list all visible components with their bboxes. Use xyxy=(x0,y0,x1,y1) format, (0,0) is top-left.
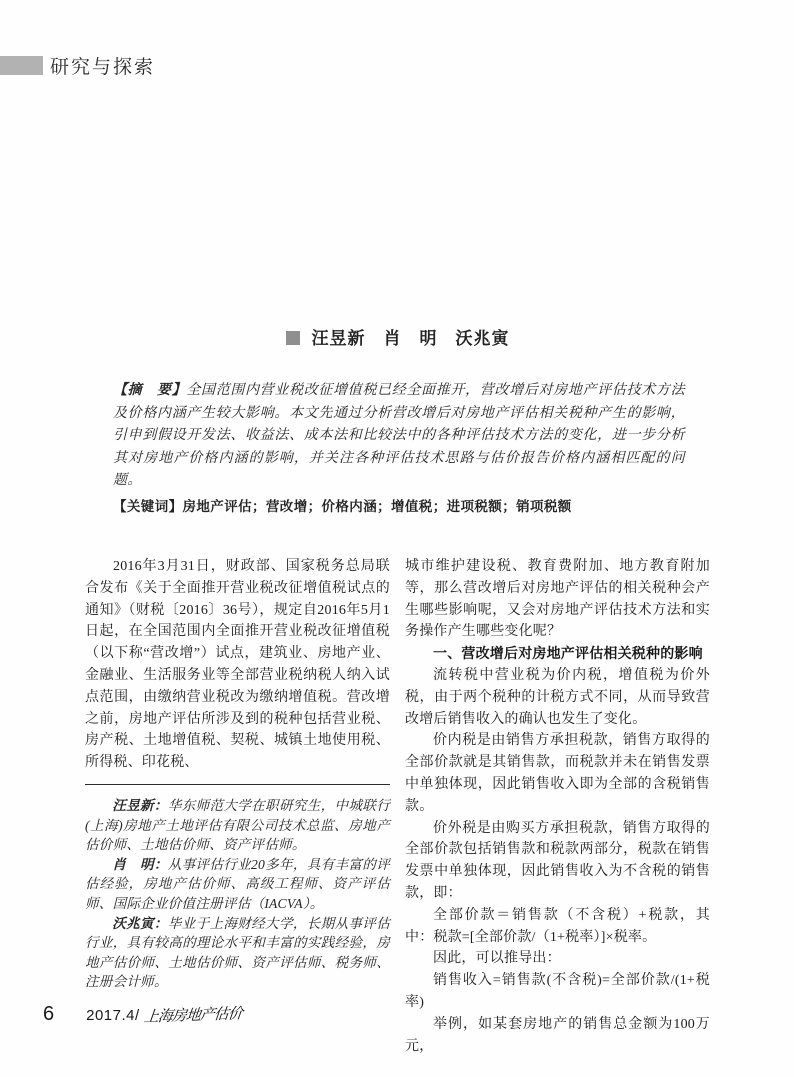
bio-entry xyxy=(85,914,390,992)
bio-name: 沃兆寅： xyxy=(112,915,168,931)
body-paragraph-continuation: 城市维护建设税、教育费附加、地方教育附加等，那么营改增后对房地产评估的相关税种会产生哪些影响呢，又会对房地产评估技术方法和实务操作产生哪些变化呢？ xyxy=(405,559,710,640)
keywords-label: 【关键词】 xyxy=(113,498,183,514)
bio-entry xyxy=(85,796,390,855)
abstract-label: 【摘 要】 xyxy=(113,383,187,398)
byline xyxy=(85,324,710,349)
bio-text: 毕业于上海财经大学，长期从事评估行业，具有较高的理论水平和丰富的实践经验，房地产估价师、土地估价师、资产评估师、税务师、注册会计师。 xyxy=(85,915,390,990)
authors-names: 汪昱新 肖 明 沃兆寅 xyxy=(311,329,510,348)
author-bios xyxy=(85,796,390,992)
right-column xyxy=(405,556,710,1057)
bio-text: 华东师范大学在职研究生，中城联行(上海)房地产土地评估有限公司技术总监、房地产估价师、土地估价师、资产评估师。 xyxy=(85,797,390,853)
abstract-paragraph xyxy=(113,380,685,493)
journal-logo-calligraphy: 上海房地产估价 xyxy=(142,1004,243,1026)
author-marker-square-icon xyxy=(286,331,300,345)
abstract-text: 全国范围内营业税改征增值税已经全面推开，营改增后对房地产评估技术方法及价格内涵产生较大影响。本文先通过分析营改增后对房地产评估相关税种产生的影响，引申到假设开发法、收益法、成本法和比较法中的各种评估技术方法的变化，进一步分析其对房地产价格内涵的影响，并关注各种评估技术思路与估价报告价格内涵相匹配的问题。 xyxy=(113,383,685,488)
bio-divider xyxy=(85,784,390,785)
keywords-text: 房地产评估；营改增；价格内涵；增值税；进项税额；销项税额 xyxy=(182,498,572,514)
section-heading-1: 一、营改增后对房地产评估相关税种的影响 xyxy=(433,645,703,662)
bio-name: 肖 明： xyxy=(112,856,168,872)
body-paragraph: 流转税中营业税为价内税，增值税为价外税，由于两个税种的计税方式不同，从而导致营改增后销售收入的确认也发生了变化。 xyxy=(405,667,710,727)
body-paragraph: 2016年3月31日，财政部、国家税务总局联合发布《关于全面推开营业税改征增值税试点的通知》（财税〔2016〕36号），规定自2016年5月1日起，在全国范围内全面推开营业税改征增值税（以下称“营改增”）试点，建筑业、房地产业、金融业、生活服务业等全部营业税纳税人纳入试点范围，由缴纳营业税改为缴纳增值税。营改增之前，房地产评估所涉及到的税种包括营业税、房产税、土地增值税、契税、城镇土地使用税、所得税、印花税、 xyxy=(85,559,390,771)
issue-label: 2017.4/ xyxy=(86,1007,140,1024)
left-column xyxy=(85,556,390,1057)
page-footer xyxy=(43,1003,242,1026)
abstract-block xyxy=(113,380,685,518)
body-paragraph: 价内税是由销售方承担税款，销售方取得的全部价款就是其销售款，而税款并未在销售发票中单独体现，因此销售收入即为全部的含税销售款。 xyxy=(405,733,710,814)
section-header xyxy=(0,52,155,79)
bio-text: 从事评估行业20多年，具有丰富的评估经验，房地产估价师、高级工程师、资产评估师、国际企业价值注册评估（IACVA）。 xyxy=(85,856,390,911)
body-paragraph: 因此，可以推导出： xyxy=(433,951,561,967)
section-marker-bar-icon xyxy=(0,56,43,75)
body-paragraph: 举例，如某套房地产的销售总金额为100万元， xyxy=(405,1016,710,1054)
formula-paragraph: 全部价款＝销售款（不含税）+税款，其中：税款=[全部价款/（1+税率）]×税率。 xyxy=(405,907,710,945)
formula-paragraph: 销售收入=销售款(不含税)=全部价款/(1+税率) xyxy=(405,973,710,1010)
page-number: 6 xyxy=(43,1003,55,1025)
keywords-line xyxy=(113,496,685,518)
bio-entry xyxy=(85,855,390,914)
body-paragraph: 价外税是由购买方承担税款，销售方取得的全部价款包括销售款和税款两部分，税款在销售发票中单独体现，因此销售收入为不含税的销售款，即： xyxy=(405,820,710,901)
section-label: 研究与探索 xyxy=(50,57,156,78)
article-body xyxy=(85,556,711,1057)
bio-name: 汪昱新： xyxy=(112,797,168,813)
